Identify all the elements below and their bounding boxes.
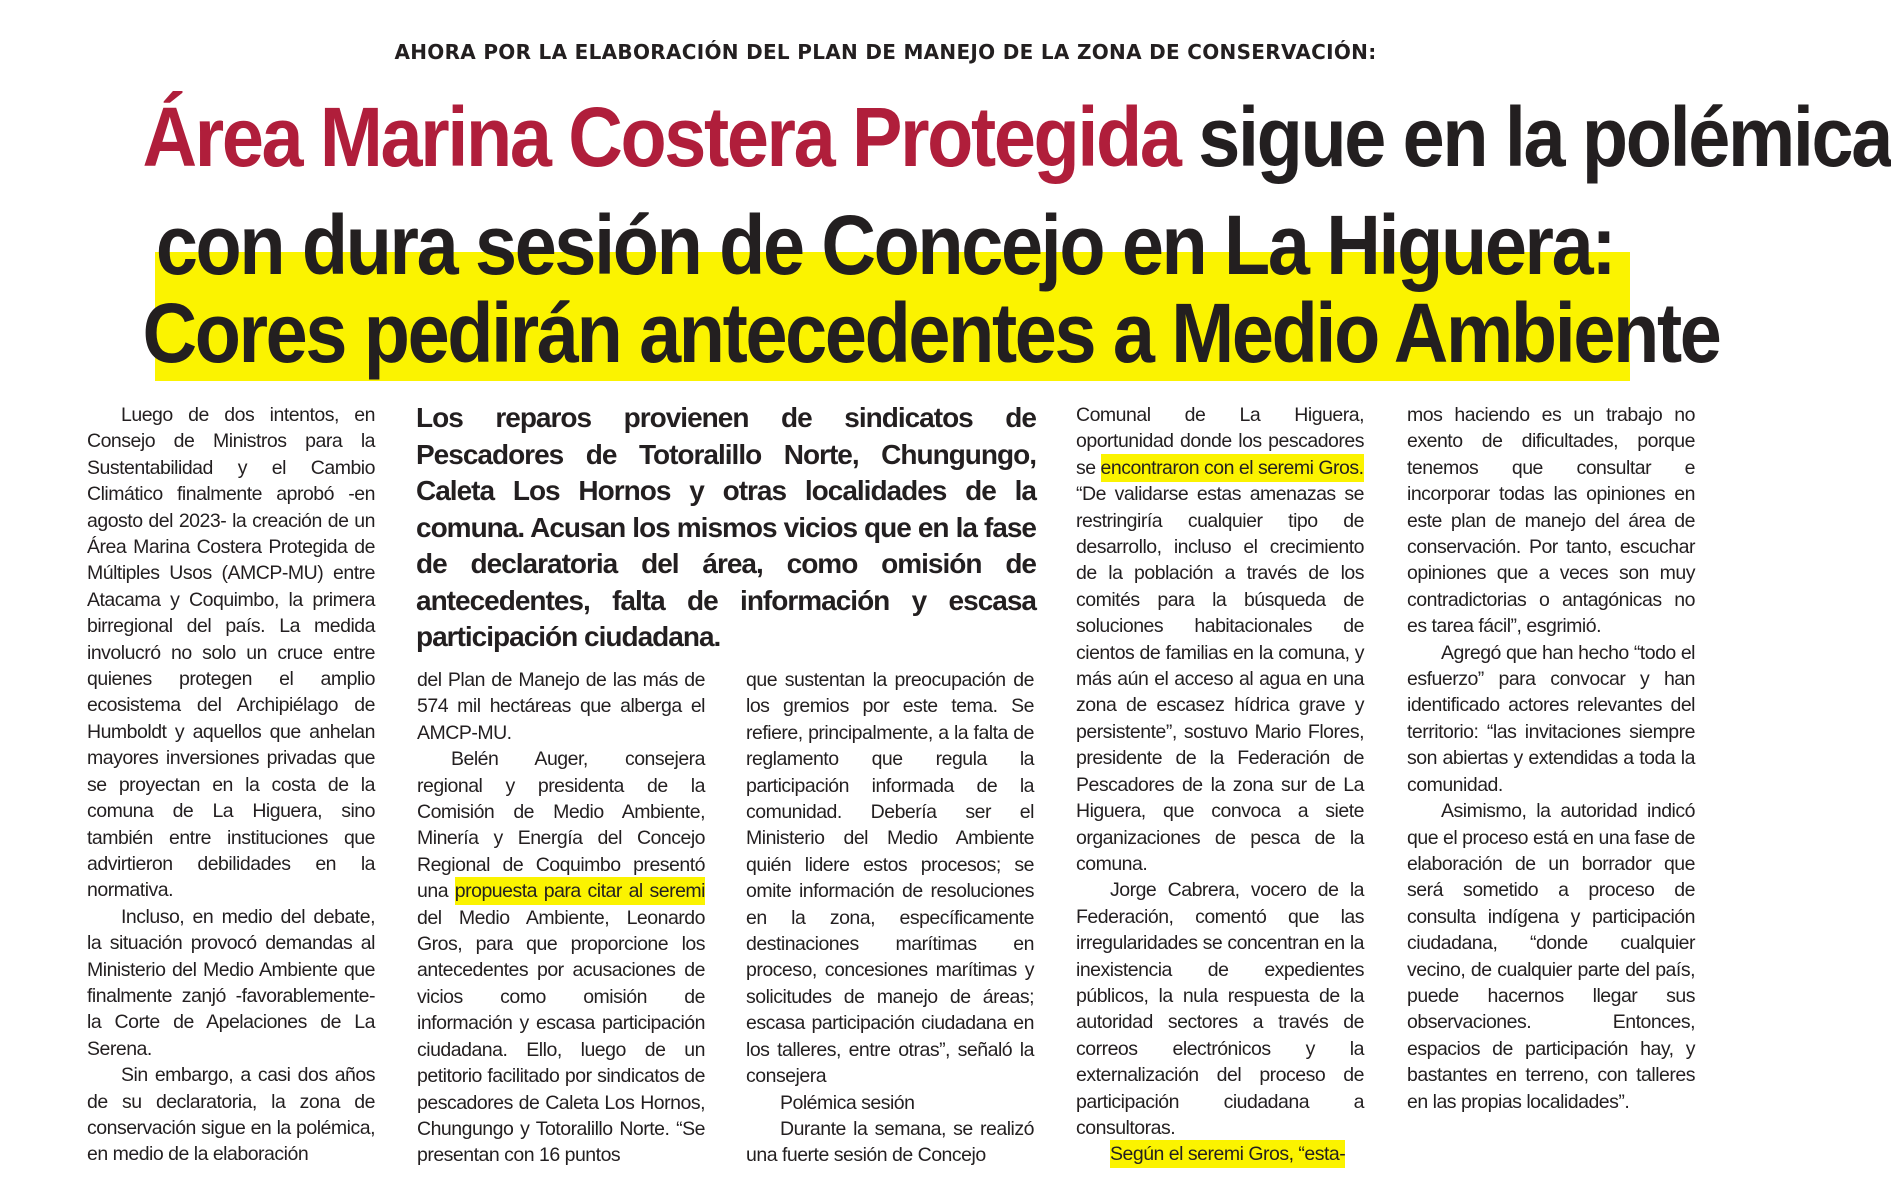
paragraph: Jorge Cabrera, vocero de la Federación, comentó que las irregularidades se concentran en la inexistencia de expedientes públicos, la nula respuesta de la autoridad sectores a través de correos electrónicos y la externalización del proceso de participación ciudadana a consultoras. xyxy=(1076,879,1364,1139)
paragraph: Agregó que han hecho “todo el esfuerzo” para convocar y han identificado actores relevantes del territorio: “las invitaciones siempre son abiertas y extendidas a toda la comunidad. xyxy=(1407,641,1695,796)
article-column-1 xyxy=(87,402,375,1168)
headline-line-1-rest: sigue en la polémica xyxy=(1179,90,1891,184)
article-column-3 xyxy=(746,667,1034,1169)
article-column-4 xyxy=(1076,402,1364,1168)
paragraph: que sustentan la preocupación de los gremios por este tema. Se refiere, principalmente, a la falta de reglamento que regula la participación informada de la comunidad. Debería ser el Ministerio del Medio Ambiente quién lidere estos procesos; se omite información de resoluciones en la zona, específicamente destinaciones marítimas en proceso, concesiones marítimas y solicitudes de manejo de áreas; escasa participación ciudadana en los talleres, entre otras”, señaló la consejera xyxy=(746,669,1034,1088)
article-column-5 xyxy=(1407,402,1695,1115)
highlighted-text: Según el seremi Gros, “esta- xyxy=(1110,1140,1345,1168)
headline-red-part: Área Marina Costera Protegida xyxy=(142,90,1180,184)
paragraph: Luego de dos intentos, en Consejo de Ministros para la Sustentabilidad y el Cambio Climático finalmente aprobó -en agosto del 2023- la creación de un Área Marina Costera Protegida de Múltiples Usos (AMCP-MU) entre Atacama y Coquimbo, la primera birregional del país. La medida involucró no solo un cruce entre quienes protegen el amplio ecosistema del Archipiélago de Humboldt y aquellos que anhelan mayores inversiones privadas que se proyectan en la costa de la comuna de La Higuera, sino también entre instituciones que advirtieron debilidades en la normativa. xyxy=(87,404,375,902)
paragraph xyxy=(1076,1141,1364,1167)
paragraph: Sin embargo, a casi dos años de su declaratoria, la zona de conservación sigue en la polémica, en medio de la elaboración xyxy=(87,1064,375,1166)
headline-line-2: con dura sesión de Concejo en La Higuera: xyxy=(155,198,1615,292)
paragraph xyxy=(1076,402,1364,481)
paragraph: “De validarse estas amenazas se restringiría cualquier tipo de desarrollo, incluso el crecimiento de la población a través de los comités para la búsqueda de soluciones habitacionales de cientos de familias en la comuna, y más aún el acceso al agua en una zona de escasez hídrica grave y persistente”, sostuvo Mario Flores, presidente de la Federación de Pescadores de la zona sur de La Higuera, que convoca a siete organizaciones de pesca de la comuna. xyxy=(1076,483,1364,875)
highlighted-text: propuesta para citar al seremi xyxy=(455,877,705,905)
headline-line-1 xyxy=(142,90,1891,184)
paragraph: Durante la semana, se realizó una fuerte sesión de Concejo xyxy=(746,1117,1034,1167)
headline-line-3: Cores pedirán antecedentes a Medio Ambiente xyxy=(142,286,1720,380)
paragraph: del Plan de Manejo de las más de 574 mil hectáreas que alberga el AMCP-MU. xyxy=(417,669,705,744)
text-run: Comunal de La Higuera, oportunidad donde los pescadores se xyxy=(1076,404,1364,479)
lead-paragraph: Los reparos provienen de sindicatos de Pescadores de Totoralillo Norte, Chungungo, Caleta Los Hornos y otras localidades de la comuna. Acusan los mismos vicios que en la fase de declaratoria del área, como omisión de antecedentes, falta de información y escasa participación ciudadana. xyxy=(416,402,1036,652)
article-column-2 xyxy=(417,667,705,1169)
highlighted-text: encontraron con el seremi Gros. xyxy=(1101,454,1364,482)
kicker: AHORA POR LA ELABORACIÓN DEL PLAN DE MANEJO DE LA ZONA DE CONSERVACIÓN: xyxy=(394,40,1377,64)
paragraph: Incluso, en medio del debate, la situación provocó demandas al Ministerio del Medio Ambiente que finalmente zanjó -favorablemente- la Corte de Apelaciones de La Serena. xyxy=(87,905,375,1060)
paragraph: Asimismo, la autoridad indicó que el proceso está en una fase de elaboración de un borrador que será sometido a proceso de consulta indígena y participación ciudadana, “donde cualquier vecino, de cualquier parte del país, puede hacernos llegar sus observaciones. Entonces, espacios de participación hay, y bastantes en terreno, con talleres en las propias localidades”. xyxy=(1407,800,1695,1113)
paragraph: mos haciendo es un trabajo no exento de dificultades, porque tenemos que consultar e incorporar todas las opiniones en este plan de manejo del área de conservación. Por tanto, escuchar opiniones que a veces son muy contradictorias o antagónicas no es tarea fácil”, esgrimió. xyxy=(1407,404,1695,638)
paragraph xyxy=(417,746,705,1169)
text-run: Belén Auger, consejera regional y presidenta de la Comisión de Medio Ambiente, Minería y Energía del Concejo Regional de Coquimbo presentó una xyxy=(417,748,705,903)
section-subhead: Polémica sesión xyxy=(780,1091,915,1114)
text-run: del Medio Ambiente, Leonardo Gros, para que proporcione los antecedentes por acusaciones de vicios como omisión de información y escasa participación ciudadana. Ello, luego de un petitorio facilitado por sindicatos de pescadores de Caleta Los Hornos, Chungungo y Totoralillo Norte. “Se presentan con 16 puntos xyxy=(417,906,705,1167)
